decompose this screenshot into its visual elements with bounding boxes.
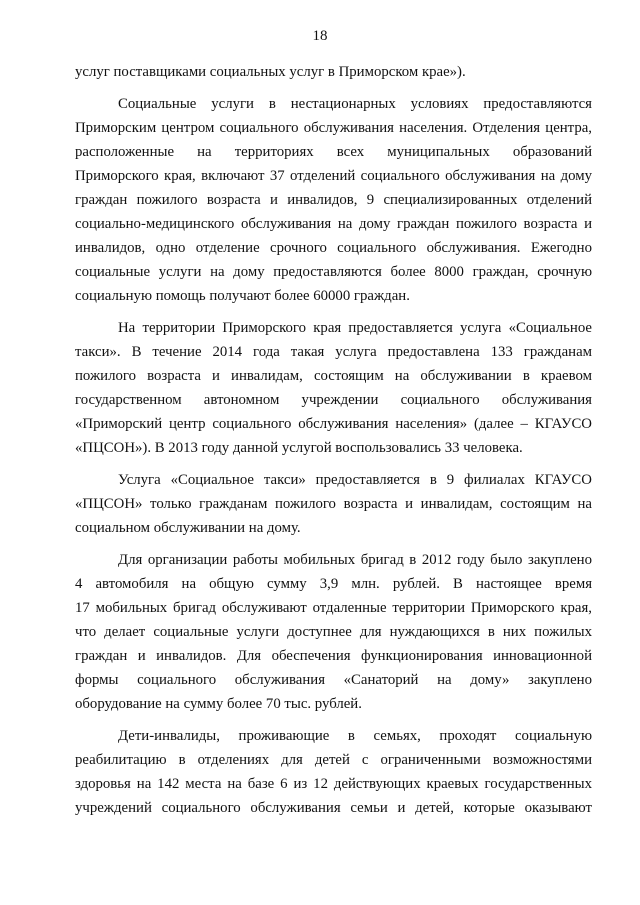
paragraph bbox=[75, 92, 592, 308]
text-line: такси». В течение 2014 года такая услуга предоставлена 133 гражданам bbox=[75, 344, 592, 360]
text-line: Для организации работы мобильных бригад в 2012 году было закуплено bbox=[118, 552, 592, 568]
text-line: услуг поставщиками социальных услуг в Приморском крае»). bbox=[75, 64, 466, 80]
text-line: социальную помощь получают более 60000 граждан. bbox=[75, 288, 410, 304]
text-line: государственном автономном учреждении социального обслуживания bbox=[75, 392, 592, 408]
text-line: социальном обслуживании на дому. bbox=[75, 520, 301, 536]
text-line: Социальные услуги в нестационарных условиях предоставляются bbox=[118, 96, 592, 112]
paragraph bbox=[75, 548, 592, 716]
text-line: Услуга «Социальное такси» предоставляется в 9 филиалах КГАУСО bbox=[118, 472, 592, 488]
page-number: 18 bbox=[312, 28, 328, 44]
text-line: инвалидов, одно отделение срочного социального обслуживания. Ежегодно bbox=[75, 240, 592, 256]
paragraph bbox=[75, 468, 592, 540]
text-line: На территории Приморского края предоставляется услуга «Социальное bbox=[118, 320, 592, 336]
text-line: оборудование на сумму более 70 тыс. рублей. bbox=[75, 696, 362, 712]
text-line: что делает социальные услуги доступнее для нуждающихся в них пожилых bbox=[75, 624, 592, 640]
text-line: Дети-инвалиды, проживающие в семьях, проходят социальную bbox=[118, 728, 592, 744]
text-line: учреждений социального обслуживания семьи и детей, которые оказывают bbox=[75, 800, 592, 816]
text-line: пожилого возраста и инвалидам, состоящим на обслуживании в краевом bbox=[75, 368, 592, 384]
text-line: 17 мобильных бригад обслуживают отдаленные территории Приморского края, bbox=[75, 600, 592, 616]
text-line: «Приморский центр социального обслуживания населения» (далее – КГАУСО bbox=[75, 416, 592, 432]
document-body bbox=[75, 60, 592, 820]
text-line: граждан и инвалидов. Для обеспечения функционирования инновационной bbox=[75, 648, 592, 664]
text-line: Приморского края, включают 37 отделений социального обслуживания на дому bbox=[75, 168, 592, 184]
text-line: расположенные на территориях всех муниципальных образований bbox=[75, 144, 592, 160]
text-line: «ПЦСОН» только гражданам пожилого возраста и инвалидам, состоящим на bbox=[75, 496, 592, 512]
paragraph bbox=[75, 724, 592, 820]
text-line: Приморским центром социального обслуживания населения. Отделения центра, bbox=[75, 120, 592, 136]
text-line: социально-медицинского обслуживания на дому граждан пожилого возраста и bbox=[75, 216, 592, 232]
text-line: граждан пожилого возраста и инвалидов, 9 специализированных отделений bbox=[75, 192, 592, 208]
text-line: «ПЦСОН»). В 2013 году данной услугой воспользовались 33 человека. bbox=[75, 440, 523, 456]
paragraph bbox=[75, 60, 592, 84]
text-line: здоровья на 142 места на базе 6 из 12 действующих краевых государственных bbox=[75, 776, 592, 792]
text-line: формы социального обслуживания «Санаторий на дому» закуплено bbox=[75, 672, 592, 688]
text-line: социальные услуги на дому предоставляются более 8000 граждан, срочную bbox=[75, 264, 592, 280]
text-line: реабилитацию в отделениях для детей с ограниченными возможностями bbox=[75, 752, 592, 768]
text-line: 4 автомобиля на общую сумму 3,9 млн. рублей. В настоящее время bbox=[75, 576, 592, 592]
paragraph bbox=[75, 316, 592, 460]
